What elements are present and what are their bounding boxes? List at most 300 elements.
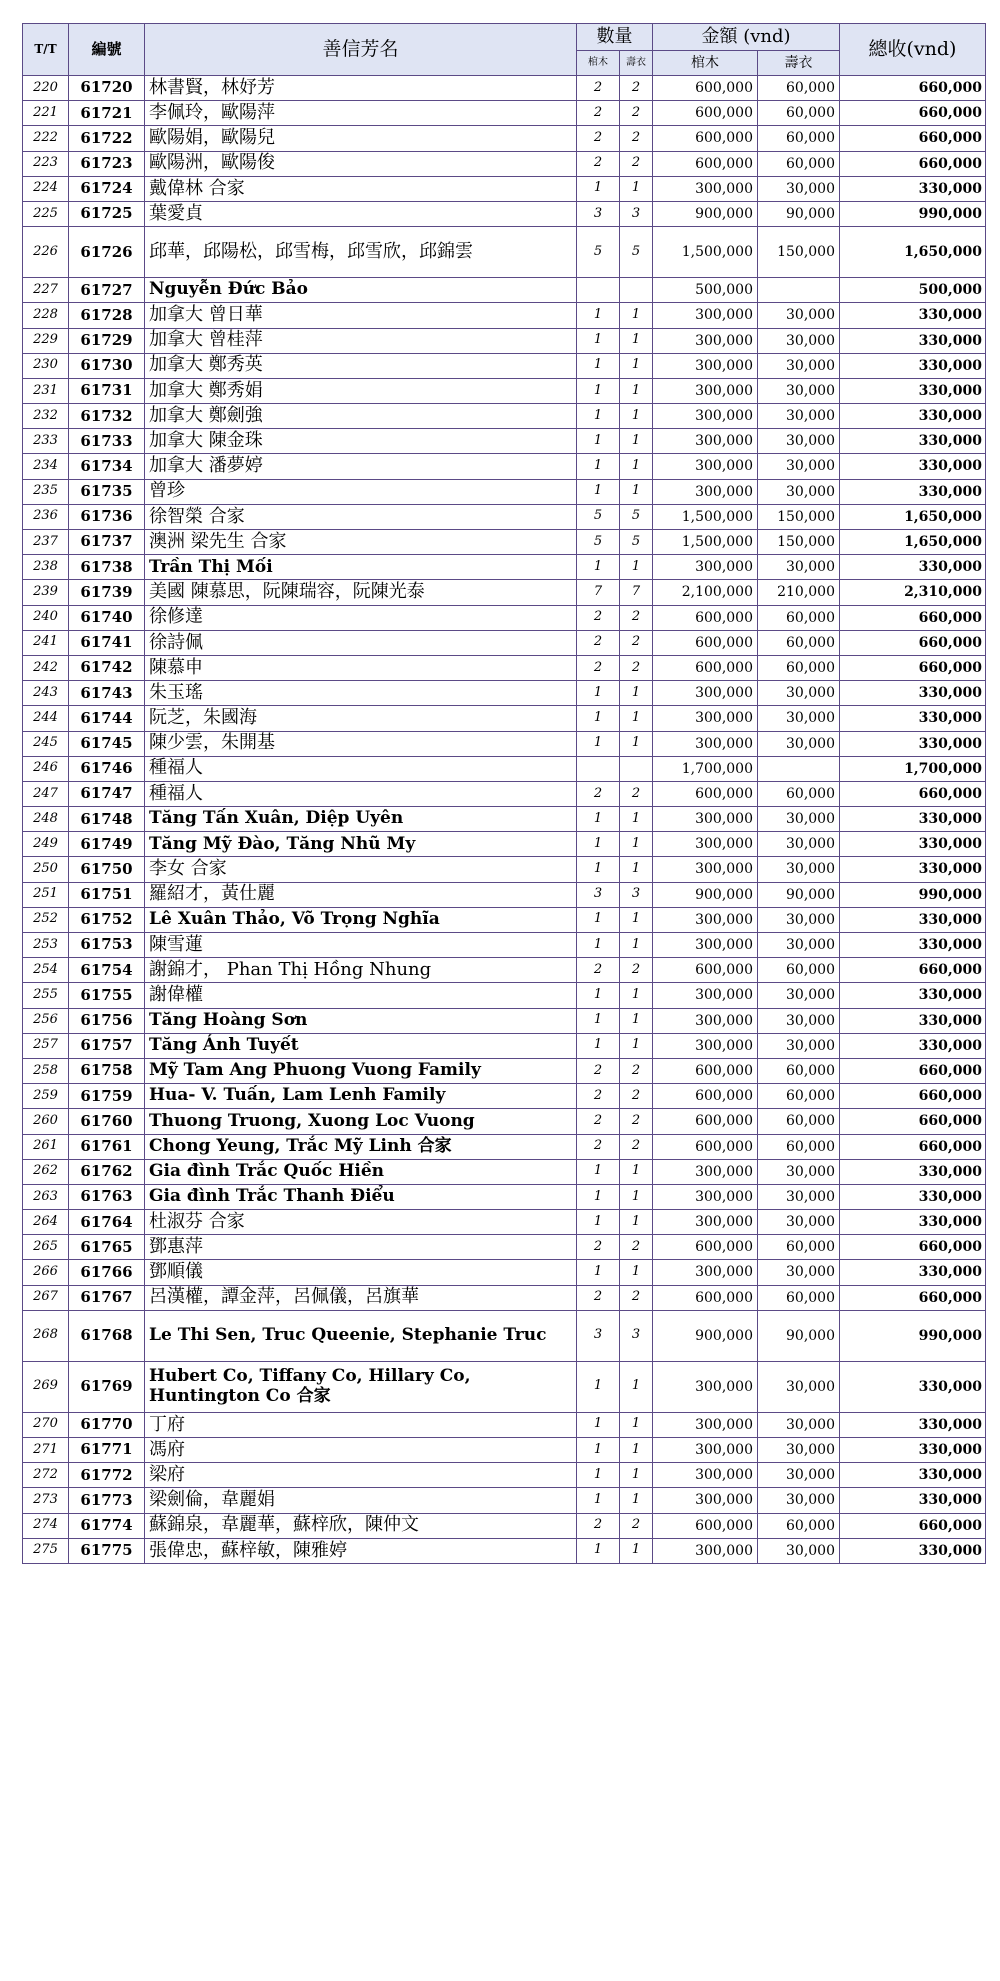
amount-robe: 30,000: [758, 1184, 840, 1209]
table-row: [23, 1084, 986, 1109]
table-row: [23, 530, 986, 555]
amount-coffin: 600,000: [653, 1235, 758, 1260]
amount-robe: 30,000: [758, 479, 840, 504]
donor-code: 61747: [69, 781, 145, 806]
amount-robe: 60,000: [758, 958, 840, 983]
qty-robe: 2: [620, 101, 653, 126]
total-amount: 330,000: [840, 681, 986, 706]
donor-name: 加拿大 鄭秀英: [145, 353, 577, 378]
donor-code: 61745: [69, 731, 145, 756]
qty-robe: [620, 756, 653, 781]
table-row: [23, 1134, 986, 1159]
amount-coffin: 300,000: [653, 429, 758, 454]
donor-code: 61758: [69, 1058, 145, 1083]
total-amount: 330,000: [840, 429, 986, 454]
table-row: [23, 201, 986, 226]
table-row: [23, 1412, 986, 1437]
table-row: [23, 807, 986, 832]
header-qty-robe: 壽衣: [620, 51, 653, 76]
qty-robe: 2: [620, 76, 653, 101]
amount-coffin: 300,000: [653, 378, 758, 403]
donor-code: 61726: [69, 227, 145, 278]
total-amount: 330,000: [840, 857, 986, 882]
total-amount: 330,000: [840, 555, 986, 580]
amount-robe: 30,000: [758, 807, 840, 832]
amount-robe: 30,000: [758, 353, 840, 378]
qty-robe: 1: [620, 832, 653, 857]
qty-robe: 1: [620, 454, 653, 479]
qty-robe: 1: [620, 1008, 653, 1033]
amount-robe: 60,000: [758, 101, 840, 126]
qty-coffin: 1: [577, 807, 620, 832]
row-number: 268: [23, 1310, 69, 1361]
total-amount: 330,000: [840, 1361, 986, 1412]
amount-robe: 30,000: [758, 832, 840, 857]
row-number: 254: [23, 958, 69, 983]
table-row: [23, 1260, 986, 1285]
table-row: [23, 681, 986, 706]
row-number: 251: [23, 882, 69, 907]
donor-code: 61721: [69, 101, 145, 126]
amount-robe: 30,000: [758, 681, 840, 706]
qty-robe: 2: [620, 1235, 653, 1260]
table-row: [23, 176, 986, 201]
donor-name: 李女 合家: [145, 857, 577, 882]
donation-table: [22, 23, 986, 1564]
donor-name: 謝錦才， Phan Thị Hồng Nhung: [145, 958, 577, 983]
amount-coffin: 1,700,000: [653, 756, 758, 781]
table-row: [23, 781, 986, 806]
amount-robe: 60,000: [758, 1285, 840, 1310]
amount-coffin: 300,000: [653, 303, 758, 328]
donor-code: 61775: [69, 1538, 145, 1563]
table-row: [23, 1058, 986, 1083]
header-amount-coffin: 棺木: [653, 51, 758, 76]
qty-coffin: 2: [577, 1058, 620, 1083]
total-amount: 660,000: [840, 781, 986, 806]
amount-coffin: 300,000: [653, 1412, 758, 1437]
total-amount: 990,000: [840, 201, 986, 226]
total-amount: 660,000: [840, 630, 986, 655]
amount-robe: 150,000: [758, 530, 840, 555]
donor-name: 加拿大 鄭劍強: [145, 404, 577, 429]
total-amount: 330,000: [840, 378, 986, 403]
total-amount: 1,700,000: [840, 756, 986, 781]
amount-coffin: 300,000: [653, 983, 758, 1008]
amount-coffin: 300,000: [653, 857, 758, 882]
table-row: [23, 555, 986, 580]
qty-robe: 5: [620, 227, 653, 278]
qty-robe: 5: [620, 504, 653, 529]
total-amount: 330,000: [840, 1033, 986, 1058]
row-number: 225: [23, 201, 69, 226]
donor-code: 61763: [69, 1184, 145, 1209]
donor-code: 61741: [69, 630, 145, 655]
row-number: 220: [23, 76, 69, 101]
amount-coffin: 300,000: [653, 1033, 758, 1058]
qty-robe: 1: [620, 555, 653, 580]
amount-coffin: 600,000: [653, 781, 758, 806]
qty-coffin: 1: [577, 303, 620, 328]
total-amount: 660,000: [840, 76, 986, 101]
total-amount: 330,000: [840, 1463, 986, 1488]
donor-code: 61754: [69, 958, 145, 983]
qty-coffin: 3: [577, 882, 620, 907]
amount-coffin: 300,000: [653, 1538, 758, 1563]
table-row: [23, 1361, 986, 1412]
amount-coffin: 300,000: [653, 1008, 758, 1033]
amount-robe: 30,000: [758, 1008, 840, 1033]
amount-robe: 30,000: [758, 983, 840, 1008]
donor-name: 鄧順儀: [145, 1260, 577, 1285]
table-row: [23, 278, 986, 303]
donor-name: 鄧惠萍: [145, 1235, 577, 1260]
table-row: [23, 101, 986, 126]
total-amount: 660,000: [840, 1134, 986, 1159]
donor-name: 張偉忠，蘇梓敏，陳雅婷: [145, 1538, 577, 1563]
total-amount: 990,000: [840, 882, 986, 907]
donor-name: 梁府: [145, 1463, 577, 1488]
amount-robe: 90,000: [758, 201, 840, 226]
qty-robe: 1: [620, 1438, 653, 1463]
row-number: 252: [23, 907, 69, 932]
qty-robe: 1: [620, 353, 653, 378]
donor-name: 李佩玲，歐陽萍: [145, 101, 577, 126]
qty-robe: 1: [620, 1159, 653, 1184]
qty-coffin: 1: [577, 555, 620, 580]
header-amount: 金額 (vnd): [653, 24, 840, 51]
qty-robe: 1: [620, 1184, 653, 1209]
qty-robe: 1: [620, 1033, 653, 1058]
donor-name: 謝偉權: [145, 983, 577, 1008]
total-amount: 330,000: [840, 1210, 986, 1235]
qty-coffin: 1: [577, 353, 620, 378]
qty-coffin: 1: [577, 731, 620, 756]
row-number: 244: [23, 706, 69, 731]
donor-name: 林書賢，林妤芳: [145, 76, 577, 101]
amount-robe: 30,000: [758, 404, 840, 429]
total-amount: 330,000: [840, 353, 986, 378]
donor-name: Thuong Truong, Xuong Loc Vuong: [145, 1109, 577, 1134]
table-row: [23, 328, 986, 353]
donor-code: 61764: [69, 1210, 145, 1235]
donor-name: Gia đình Trắc Thanh Điểu: [145, 1184, 577, 1209]
row-number: 229: [23, 328, 69, 353]
donor-code: 61771: [69, 1438, 145, 1463]
amount-coffin: 600,000: [653, 630, 758, 655]
table-row: [23, 303, 986, 328]
donor-name: Lê Xuân Thảo, Võ Trọng Nghĩa: [145, 907, 577, 932]
qty-robe: 2: [620, 1084, 653, 1109]
donor-code: 61732: [69, 404, 145, 429]
header-name: 善信芳名: [145, 24, 577, 76]
donor-name: 徐智榮 合家: [145, 504, 577, 529]
qty-robe: 2: [620, 1134, 653, 1159]
total-amount: 330,000: [840, 1008, 986, 1033]
row-number: 262: [23, 1159, 69, 1184]
amount-robe: 30,000: [758, 454, 840, 479]
row-number: 222: [23, 126, 69, 151]
qty-robe: 2: [620, 630, 653, 655]
row-number: 257: [23, 1033, 69, 1058]
table-row: [23, 378, 986, 403]
total-amount: 660,000: [840, 1513, 986, 1538]
donor-name: 徐詩佩: [145, 630, 577, 655]
row-number: 245: [23, 731, 69, 756]
total-amount: 330,000: [840, 983, 986, 1008]
donor-code: 61748: [69, 807, 145, 832]
header-qty-coffin: 棺木: [577, 51, 620, 76]
total-amount: 330,000: [840, 807, 986, 832]
amount-coffin: 300,000: [653, 454, 758, 479]
total-amount: 330,000: [840, 731, 986, 756]
qty-coffin: 2: [577, 605, 620, 630]
table-row: [23, 731, 986, 756]
donor-code: 61723: [69, 151, 145, 176]
qty-coffin: 1: [577, 1412, 620, 1437]
amount-coffin: 300,000: [653, 907, 758, 932]
row-number: 224: [23, 176, 69, 201]
donor-name: 杜淑芬 合家: [145, 1210, 577, 1235]
total-amount: 330,000: [840, 933, 986, 958]
row-number: 255: [23, 983, 69, 1008]
amount-robe: 60,000: [758, 655, 840, 680]
amount-robe: 30,000: [758, 1412, 840, 1437]
qty-coffin: 2: [577, 1084, 620, 1109]
row-number: 275: [23, 1538, 69, 1563]
qty-robe: 1: [620, 681, 653, 706]
row-number: 234: [23, 454, 69, 479]
qty-robe: 1: [620, 857, 653, 882]
donor-name: 加拿大 曾日華: [145, 303, 577, 328]
qty-robe: 7: [620, 580, 653, 605]
row-number: 238: [23, 555, 69, 580]
donor-code: 61742: [69, 655, 145, 680]
amount-coffin: 600,000: [653, 1109, 758, 1134]
total-amount: 330,000: [840, 176, 986, 201]
amount-robe: 60,000: [758, 151, 840, 176]
amount-robe: 90,000: [758, 1310, 840, 1361]
donor-code: 61744: [69, 706, 145, 731]
amount-coffin: 300,000: [653, 328, 758, 353]
row-number: 249: [23, 832, 69, 857]
amount-coffin: 500,000: [653, 278, 758, 303]
header-total: 總收(vnd): [840, 24, 986, 76]
donor-code: 61730: [69, 353, 145, 378]
amount-coffin: 300,000: [653, 1463, 758, 1488]
table-row: [23, 151, 986, 176]
amount-robe: 60,000: [758, 630, 840, 655]
amount-coffin: 300,000: [653, 1488, 758, 1513]
donor-code: 61752: [69, 907, 145, 932]
amount-robe: 30,000: [758, 176, 840, 201]
total-amount: 330,000: [840, 1184, 986, 1209]
amount-robe: 30,000: [758, 378, 840, 403]
row-number: 236: [23, 504, 69, 529]
qty-coffin: 1: [577, 1361, 620, 1412]
total-amount: 660,000: [840, 1084, 986, 1109]
qty-coffin: 1: [577, 1008, 620, 1033]
amount-coffin: 300,000: [653, 1159, 758, 1184]
qty-coffin: 2: [577, 630, 620, 655]
donor-name: 加拿大 鄭秀娟: [145, 378, 577, 403]
amount-robe: 30,000: [758, 706, 840, 731]
donor-name: 梁劍倫，韋麗娟: [145, 1488, 577, 1513]
amount-coffin: 1,500,000: [653, 504, 758, 529]
donor-code: 61769: [69, 1361, 145, 1412]
qty-robe: 3: [620, 882, 653, 907]
total-amount: 330,000: [840, 479, 986, 504]
row-number: 243: [23, 681, 69, 706]
amount-robe: 150,000: [758, 227, 840, 278]
total-amount: 330,000: [840, 907, 986, 932]
table-row: [23, 983, 986, 1008]
total-amount: 1,650,000: [840, 227, 986, 278]
row-number: 233: [23, 429, 69, 454]
qty-coffin: 1: [577, 454, 620, 479]
donor-name: Tăng Tấn Xuân, Diệp Uyên: [145, 807, 577, 832]
qty-coffin: 1: [577, 1463, 620, 1488]
qty-robe: 3: [620, 1310, 653, 1361]
qty-robe: 1: [620, 1538, 653, 1563]
qty-robe: 1: [620, 807, 653, 832]
donor-name: 加拿大 曾桂萍: [145, 328, 577, 353]
donor-code: 61766: [69, 1260, 145, 1285]
total-amount: 330,000: [840, 832, 986, 857]
qty-coffin: 1: [577, 1184, 620, 1209]
table-row: [23, 76, 986, 101]
donor-code: 61739: [69, 580, 145, 605]
qty-coffin: 1: [577, 983, 620, 1008]
qty-coffin: 2: [577, 1513, 620, 1538]
amount-robe: 30,000: [758, 1538, 840, 1563]
total-amount: 330,000: [840, 1412, 986, 1437]
qty-coffin: 5: [577, 530, 620, 555]
amount-coffin: 300,000: [653, 681, 758, 706]
amount-coffin: 600,000: [653, 101, 758, 126]
qty-coffin: 3: [577, 201, 620, 226]
qty-robe: [620, 278, 653, 303]
amount-robe: 60,000: [758, 1235, 840, 1260]
qty-coffin: 1: [577, 681, 620, 706]
donor-name: 丁府: [145, 1412, 577, 1437]
qty-coffin: 1: [577, 378, 620, 403]
qty-robe: 1: [620, 429, 653, 454]
qty-robe: 2: [620, 126, 653, 151]
row-number: 230: [23, 353, 69, 378]
amount-robe: 60,000: [758, 605, 840, 630]
donor-code: 61760: [69, 1109, 145, 1134]
qty-coffin: 2: [577, 101, 620, 126]
donor-code: 61774: [69, 1513, 145, 1538]
total-amount: 1,650,000: [840, 504, 986, 529]
amount-coffin: 600,000: [653, 1134, 758, 1159]
donor-code: 61720: [69, 76, 145, 101]
table-row: [23, 404, 986, 429]
donor-code: 61735: [69, 479, 145, 504]
row-number: 239: [23, 580, 69, 605]
qty-robe: 1: [620, 1412, 653, 1437]
donor-code: 61759: [69, 1084, 145, 1109]
donor-code: 61751: [69, 882, 145, 907]
donor-name: Nguyễn Đức Bảo: [145, 278, 577, 303]
qty-robe: 3: [620, 201, 653, 226]
row-number: 272: [23, 1463, 69, 1488]
table-row: [23, 1159, 986, 1184]
donor-code: 61731: [69, 378, 145, 403]
donor-name: Trần Thị Mối: [145, 555, 577, 580]
table-row: [23, 353, 986, 378]
total-amount: 660,000: [840, 655, 986, 680]
qty-coffin: 2: [577, 126, 620, 151]
donor-name: 陳雪蓮: [145, 933, 577, 958]
amount-coffin: 300,000: [653, 353, 758, 378]
row-number: 241: [23, 630, 69, 655]
qty-coffin: 1: [577, 933, 620, 958]
qty-robe: 2: [620, 1285, 653, 1310]
table-row: [23, 605, 986, 630]
amount-coffin: 300,000: [653, 1210, 758, 1235]
row-number: 250: [23, 857, 69, 882]
row-number: 261: [23, 1134, 69, 1159]
total-amount: 500,000: [840, 278, 986, 303]
donor-name: 陳少雲，朱開基: [145, 731, 577, 756]
amount-coffin: 1,500,000: [653, 227, 758, 278]
amount-coffin: 300,000: [653, 807, 758, 832]
total-amount: 1,650,000: [840, 530, 986, 555]
row-number: 231: [23, 378, 69, 403]
qty-coffin: [577, 756, 620, 781]
donor-name: 歐陽洲，歐陽俊: [145, 151, 577, 176]
amount-robe: [758, 756, 840, 781]
donor-name: 呂漢權，譚金萍，呂佩儀，呂旗華: [145, 1285, 577, 1310]
qty-coffin: 2: [577, 958, 620, 983]
qty-robe: 2: [620, 1109, 653, 1134]
table-row: [23, 504, 986, 529]
table-row: [23, 933, 986, 958]
total-amount: 660,000: [840, 605, 986, 630]
amount-coffin: 1,500,000: [653, 530, 758, 555]
qty-coffin: 1: [577, 832, 620, 857]
donor-code: 61757: [69, 1033, 145, 1058]
amount-robe: 30,000: [758, 1033, 840, 1058]
amount-coffin: 600,000: [653, 151, 758, 176]
donor-code: 61755: [69, 983, 145, 1008]
row-number: 270: [23, 1412, 69, 1437]
total-amount: 660,000: [840, 151, 986, 176]
table-row: [23, 1235, 986, 1260]
table-row: [23, 1538, 986, 1563]
row-number: 260: [23, 1109, 69, 1134]
amount-robe: 30,000: [758, 907, 840, 932]
row-number: 232: [23, 404, 69, 429]
qty-robe: 1: [620, 1361, 653, 1412]
amount-coffin: 300,000: [653, 176, 758, 201]
row-number: 259: [23, 1084, 69, 1109]
donor-code: 61756: [69, 1008, 145, 1033]
amount-coffin: 600,000: [653, 76, 758, 101]
amount-robe: 60,000: [758, 1134, 840, 1159]
row-number: 264: [23, 1210, 69, 1235]
table-row: [23, 958, 986, 983]
amount-coffin: 2,100,000: [653, 580, 758, 605]
row-number: 253: [23, 933, 69, 958]
table-row: [23, 1210, 986, 1235]
donor-code: 61743: [69, 681, 145, 706]
donor-code: 61746: [69, 756, 145, 781]
total-amount: 660,000: [840, 1285, 986, 1310]
row-number: 247: [23, 781, 69, 806]
